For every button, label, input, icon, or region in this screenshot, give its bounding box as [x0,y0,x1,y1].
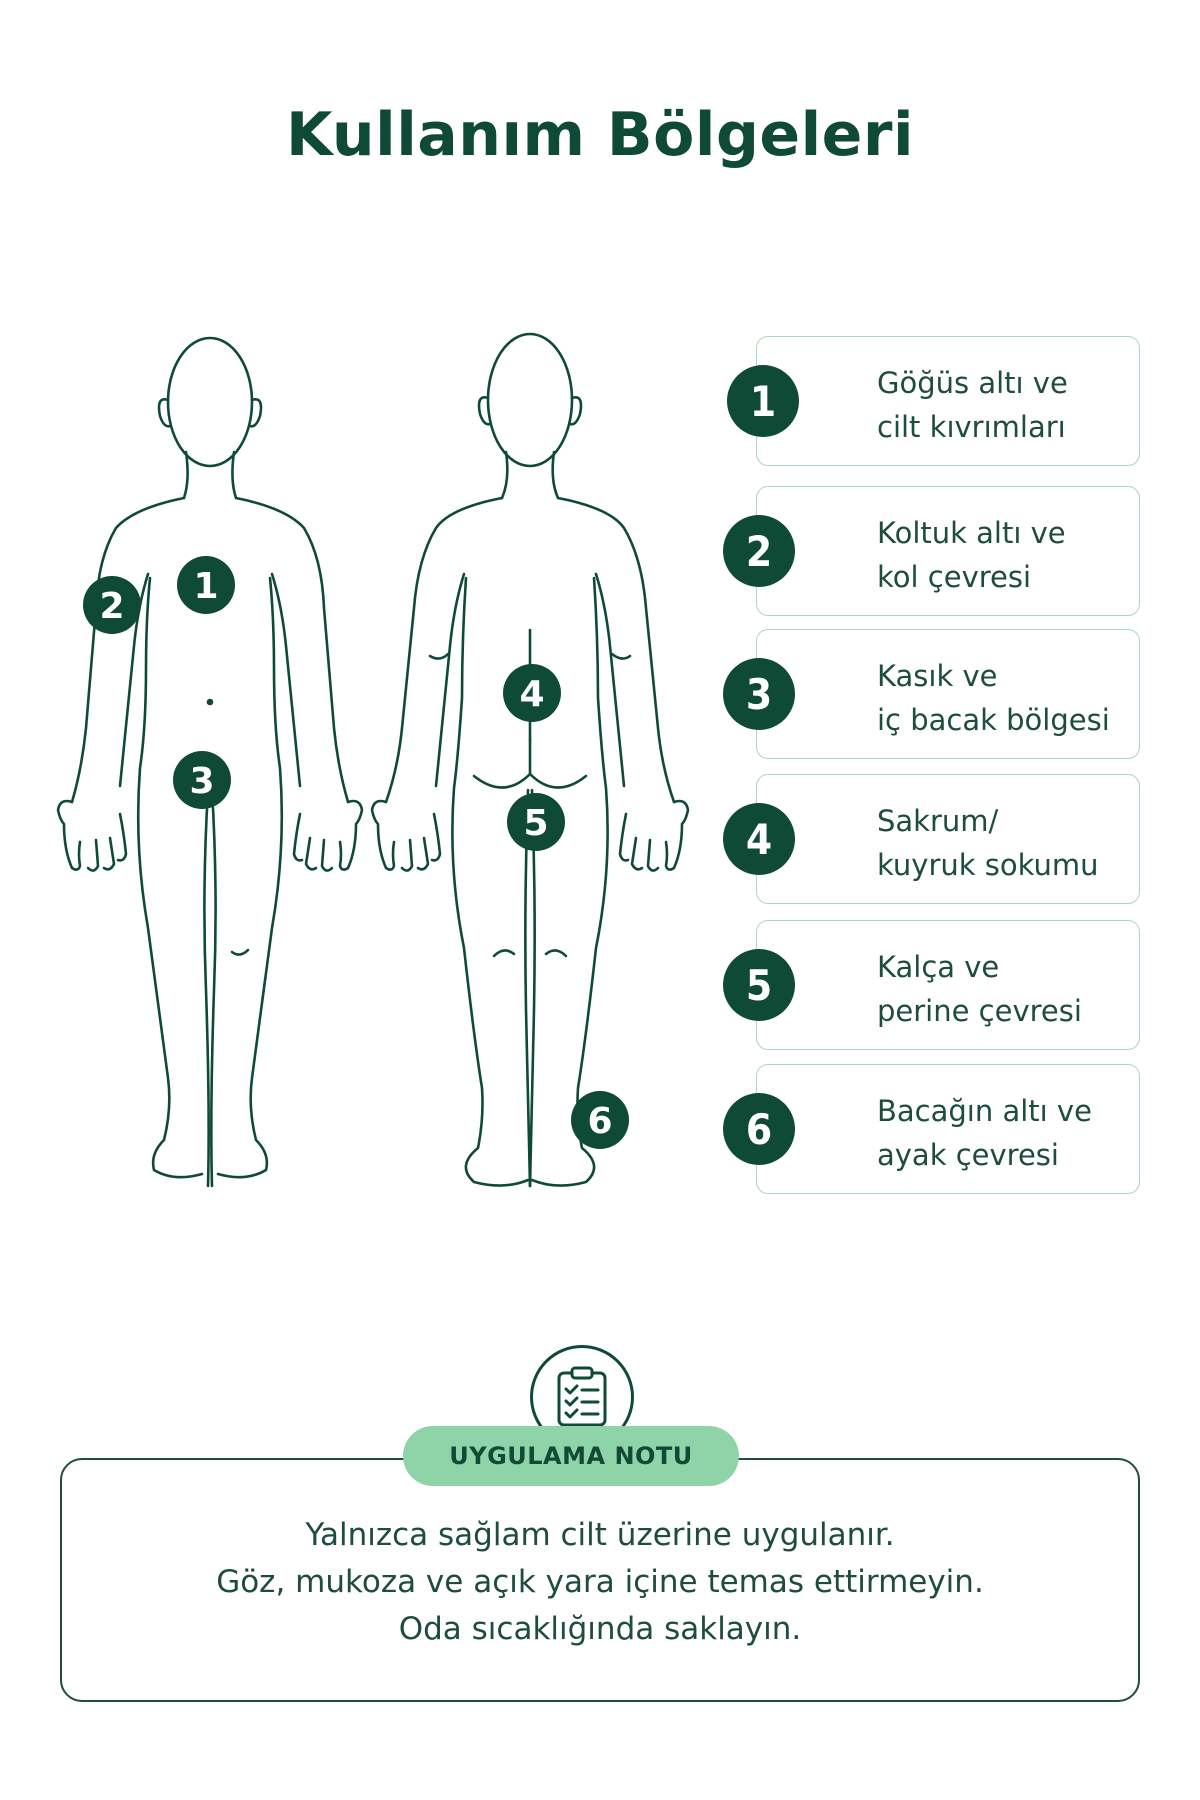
zone-label-line: kol çevresi [877,560,1032,594]
zone-label-line: kuyruk sokumu [877,848,1099,882]
zone-marker-5 [507,793,565,851]
note-line: Oda sıcaklığında saklayın. [398,1611,802,1647]
zone-label-line: iç bacak bölgesi [877,703,1110,737]
zone-marker-number: 4 [519,674,545,715]
zone-number-badge: 2 [723,515,795,587]
zone-number-badge: 1 [727,365,799,437]
zone-label [877,511,1137,599]
zone-label-line: Bacağın altı ve [877,1094,1092,1128]
zone-card-4 [745,774,1140,904]
zone-card-5 [745,920,1140,1050]
zone-marker-6 [571,1091,629,1149]
zone-marker-2 [83,576,141,634]
note-badge: UYGULAMA NOTU [403,1426,739,1486]
zone-number-badge: 3 [723,658,795,730]
zone-number-badge: 6 [723,1093,795,1165]
page-title: Kullanım Bölgeleri [285,100,915,170]
zone-marker-number: 2 [99,586,125,627]
zone-label [877,654,1137,742]
zone-label [877,799,1137,887]
zone-number-badge: 4 [723,803,795,875]
zone-label-line: Göğüs altı ve [877,366,1068,400]
zone-card-6 [745,1064,1140,1194]
note-text [60,1512,1140,1653]
zone-card-1 [749,336,1140,466]
zone-label-line: Koltuk altı ve [877,516,1066,550]
zone-marker-number: 1 [193,566,219,607]
zone-label [877,1089,1137,1177]
zone-label [877,361,1137,449]
zone-label-line: ayak çevresi [877,1138,1059,1172]
zone-card-3 [745,629,1140,759]
zone-label-line: Sakrum/ [877,804,999,838]
zone-label-line: Kalça ve [877,950,1000,984]
note-line: Göz, mukoza ve açık yara içine temas ettirmeyin. [216,1564,984,1600]
zone-marker-4 [503,664,561,722]
zone-label-line: cilt kıvrımları [877,410,1066,444]
zone-marker-3 [173,751,231,809]
zone-label [877,945,1137,1033]
zone-marker-1 [177,556,235,614]
zone-marker-number: 3 [189,761,215,802]
zone-number-badge: 5 [723,949,795,1021]
note-line: Yalnızca sağlam cilt üzerine uygulanır. [305,1517,895,1553]
zone-marker-number: 6 [587,1101,613,1142]
zone-label-line: Kasık ve [877,659,998,693]
back-body-outline [372,334,688,1186]
zone-card-2 [745,486,1140,616]
zone-marker-number: 5 [523,803,549,844]
zone-label-line: perine çevresi [877,994,1082,1028]
